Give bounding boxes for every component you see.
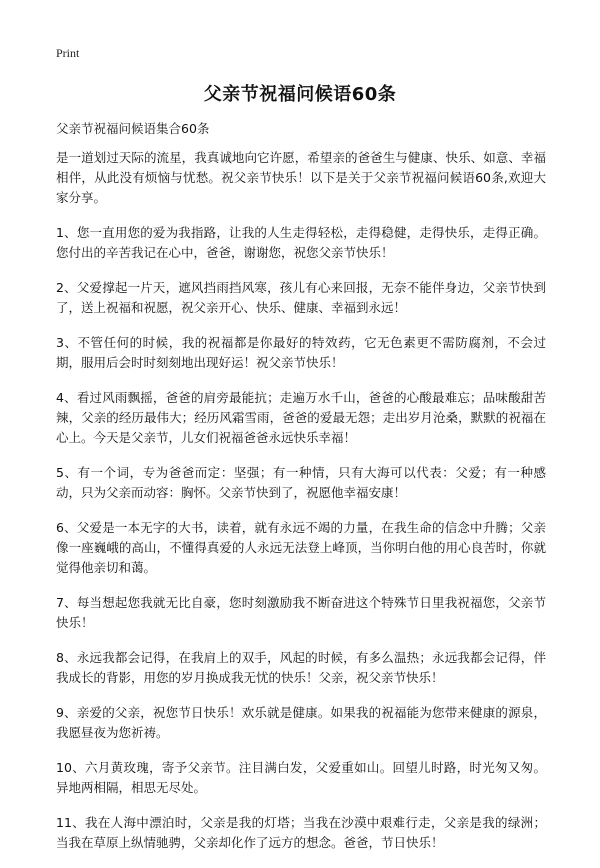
document-subtitle: 父亲节祝福问候语集合60条 [56, 121, 210, 136]
greeting-paragraph: 7、每当想起您我就无比自豪，您时刻激励我不断奋进这个特殊节日里我祝福您，父亲节快乐！ [56, 595, 546, 630]
greeting-paragraph: 11、我在人海中漂泊时，父亲是我的灯塔；当我在沙漠中艰难行走，父亲是我的绿洲；当我在草原上纵情驰骋，父亲却化作了远方的想念。爸爸，节日快乐！ [56, 815, 546, 850]
greeting-paragraph: 10、六月黄玫瑰，寄予父亲节。注目满白发，父爱重如山。回望儿时路，时光匆又匆。异地两相隔，相思无尽处。 [56, 760, 546, 795]
print-link[interactable]: Print [56, 46, 80, 60]
greeting-paragraph: 2、父爱撑起一片天，遮风挡雨挡风寒，孩儿有心来回报，无奈不能伴身边，父亲节快到了，送上祝福和祝愿，祝父亲开心、快乐、健康、幸福到永远！ [56, 280, 546, 315]
greeting-paragraph: 3、不管任何的时候，我的祝福都是你最好的特效药，它无色素更不需防腐剂，不会过期，服用后会时时刻刻地出现好运！祝父亲节快乐！ [56, 335, 546, 370]
greeting-paragraph: 1、您一直用您的爱为我指路，让我的人生走得轻松，走得稳健，走得快乐，走得正确。您付出的辛苦我记在心中，爸爸，谢谢您，祝您父亲节快乐！ [56, 225, 546, 260]
document-body [56, 148, 546, 868]
greeting-paragraph: 4、看过风雨飘摇，爸爸的肩旁最能抗；走遍万水千山，爸爸的心酸最难忘；品味酸甜苦辣，父亲的经历最伟大；经历风霜雪雨，爸爸的爱最无怨；走出岁月沧桑，默默的祝福在心上。今天是父亲节，儿女们祝福爸爸永远快乐幸福！ [56, 390, 546, 445]
greeting-paragraph: 6、父爱是一本无字的大书，读着，就有永远不竭的力量，在我生命的信念中升腾；父亲像一座巍峨的高山，不懂得真爱的人永远无法登上峰顶，当你明白他的用心良苦时，你就觉得他亲切和蔼。 [56, 520, 546, 575]
page-title: 父亲节祝福问候语60条 [203, 84, 397, 105]
intro-paragraph: 是一道划过天际的流星，我真诚地向它许愿，希望亲的爸爸生与健康、快乐、如意、幸福相伴，从此没有烦恼与忧愁。祝父亲节快乐！以下是关于父亲节祝福问候语60条,欢迎大家分享。 [56, 150, 546, 205]
greeting-paragraph: 9、亲爱的父亲，祝您节日快乐！欢乐就是健康。如果我的祝福能为您带来健康的源泉，我愿昼夜为您祈祷。 [56, 705, 546, 740]
greeting-paragraph: 5、有一个词，专为爸爸而定：坚强；有一种情，只有大海可以代表：父爱；有一种感动，只为父亲而动容：胸怀。父亲节快到了，祝愿他幸福安康！ [56, 465, 546, 500]
greeting-paragraph: 8、永远我都会记得，在我肩上的双手，风起的时候，有多么温热；永远我都会记得，伴我成长的背影，用您的岁月换成我无忧的快乐！父亲，祝父亲节快乐！ [56, 650, 546, 685]
